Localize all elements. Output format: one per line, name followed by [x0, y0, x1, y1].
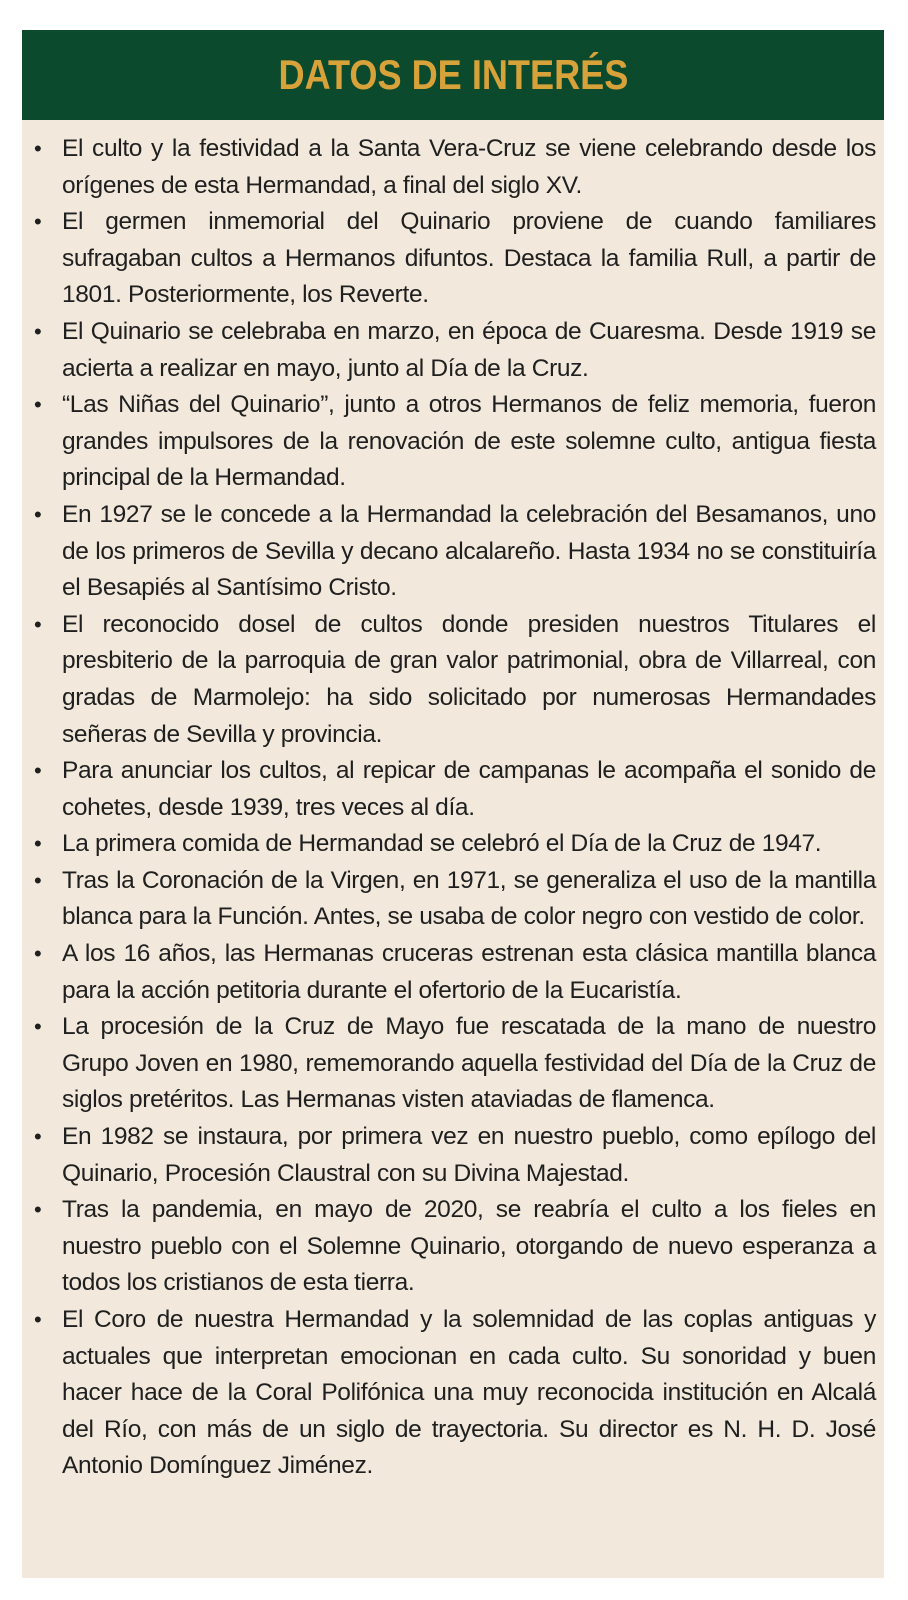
list-item-text: El germen inmemorial del Quinario proviene de cuando familiares sufragaban cultos a Hermanos difuntos. Destaca la familia Rull, a partir de 1801. Posteriormente, los Reverte. — [62, 208, 876, 309]
bullet-icon: • — [34, 611, 42, 637]
bullet-icon: • — [34, 209, 42, 235]
list-item-text: En 1982 se instaura, por primera vez en nuestro pueblo, como epílogo del Quinario, Procesión Claustral con su Divina Majestad. — [62, 1123, 876, 1187]
bullet-icon: • — [34, 136, 42, 161]
bullet-icon: • — [34, 318, 42, 344]
list-item-text: El Coro de nuestra Hermandad y la solemnidad de las coplas antiguas y actuales que interpretan emocionan en cada culto. Su sonoridad y buen hacer hace de la Coral Polifónica una muy reconocida institución en Alcalá del Río, con más de un siglo de trayectoria. Su director es N. H. D. José Antonio Domínguez Jiménez. — [62, 1306, 876, 1480]
facts-list — [32, 131, 876, 1485]
list-item-text: El reconocido dosel de cultos donde presiden nuestros Titulares el presbiterio de la parroquia de gran valor patrimonial, obra de Villarreal, con gradas de Marmolejo: ha sido solicitado por numerosas Hermandades señeras de Sevilla y provincia. — [62, 610, 876, 748]
list-item — [32, 497, 876, 607]
bullet-icon: • — [34, 758, 42, 784]
list-item-text: Tras la pandemia, en mayo de 2020, se reabría el culto a los fieles en nuestro pueblo con el Solemne Quinario, otorgando de nuevo esperanza a todos los cristianos de esta tierra. — [62, 1196, 876, 1297]
list-item-text: En 1927 se le concede a la Hermandad la celebración del Besamanos, uno de los primeros de Sevilla y decano alcalareño. Hasta 1934 no se constituiría el Besapiés al Santísimo Cristo. — [62, 500, 876, 602]
list-item-text: A los 16 años, las Hermanas cruceras estrenan esta clásica mantilla blanca para la acción petitoria durante el ofertorio de la Eucaristía. — [62, 940, 876, 1004]
list-item-text: Tras la Coronación de la Virgen, en 1971, se generaliza el uso de la mantilla blanca para la Función. Antes, se usaba de color negro con vestido de color. — [62, 866, 876, 931]
list-item — [32, 1119, 876, 1192]
list-item — [32, 607, 876, 753]
list-item — [32, 387, 876, 497]
bullet-icon: • — [34, 392, 42, 418]
list-item — [32, 863, 876, 936]
page-title: DATOS DE INTERÉS — [278, 51, 628, 98]
list-item — [32, 131, 876, 204]
list-item — [32, 936, 876, 1009]
info-panel — [22, 30, 884, 1578]
list-item-text: Para anunciar los cultos, al repicar de campanas le acompaña el sonido de cohetes, desde 1939, tres veces al día. — [62, 757, 876, 821]
list-item-text: La primera comida de Hermandad se celebró el Día de la Cruz de 1947. — [62, 830, 822, 858]
list-item — [32, 753, 876, 826]
list-item-text: El culto y la festividad a la Santa Vera-Cruz se viene celebrando desde los orígenes de esta Hermandad, a final del siglo XV. — [62, 135, 876, 199]
list-item — [32, 1192, 876, 1302]
list-item — [32, 1009, 876, 1119]
bullet-icon: • — [34, 941, 42, 967]
list-item-text: El Quinario se celebraba en marzo, en época de Cuaresma. Desde 1919 se acierta a realizar en mayo, junto al Día de la Cruz. — [62, 317, 876, 382]
list-item-text: La procesión de la Cruz de Mayo fue rescatada de la mano de nuestro Grupo Joven en 1980, rememorando aquella festividad del Día de la Cruz de siglos pretéritos. Las Hermanas visten ataviadas de flamenca. — [62, 1013, 876, 1114]
list-item — [32, 204, 876, 314]
list-item — [32, 1302, 876, 1485]
bullet-icon: • — [34, 867, 42, 893]
list-item — [32, 314, 876, 387]
bullet-icon: • — [34, 1197, 42, 1223]
list-item-text: “Las Niñas del Quinario”, junto a otros Hermanos de feliz memoria, fueron grandes impulsores de la renovación de este solemne culto, antigua fiesta principal de la Hermandad. — [62, 391, 876, 492]
bullet-icon: • — [34, 1014, 42, 1040]
header-bar — [22, 30, 884, 120]
bullet-icon: • — [34, 1307, 42, 1332]
bullet-icon: • — [34, 1124, 42, 1150]
bullet-icon: • — [34, 501, 42, 527]
list-item — [32, 826, 876, 863]
bullet-icon: • — [34, 831, 42, 857]
